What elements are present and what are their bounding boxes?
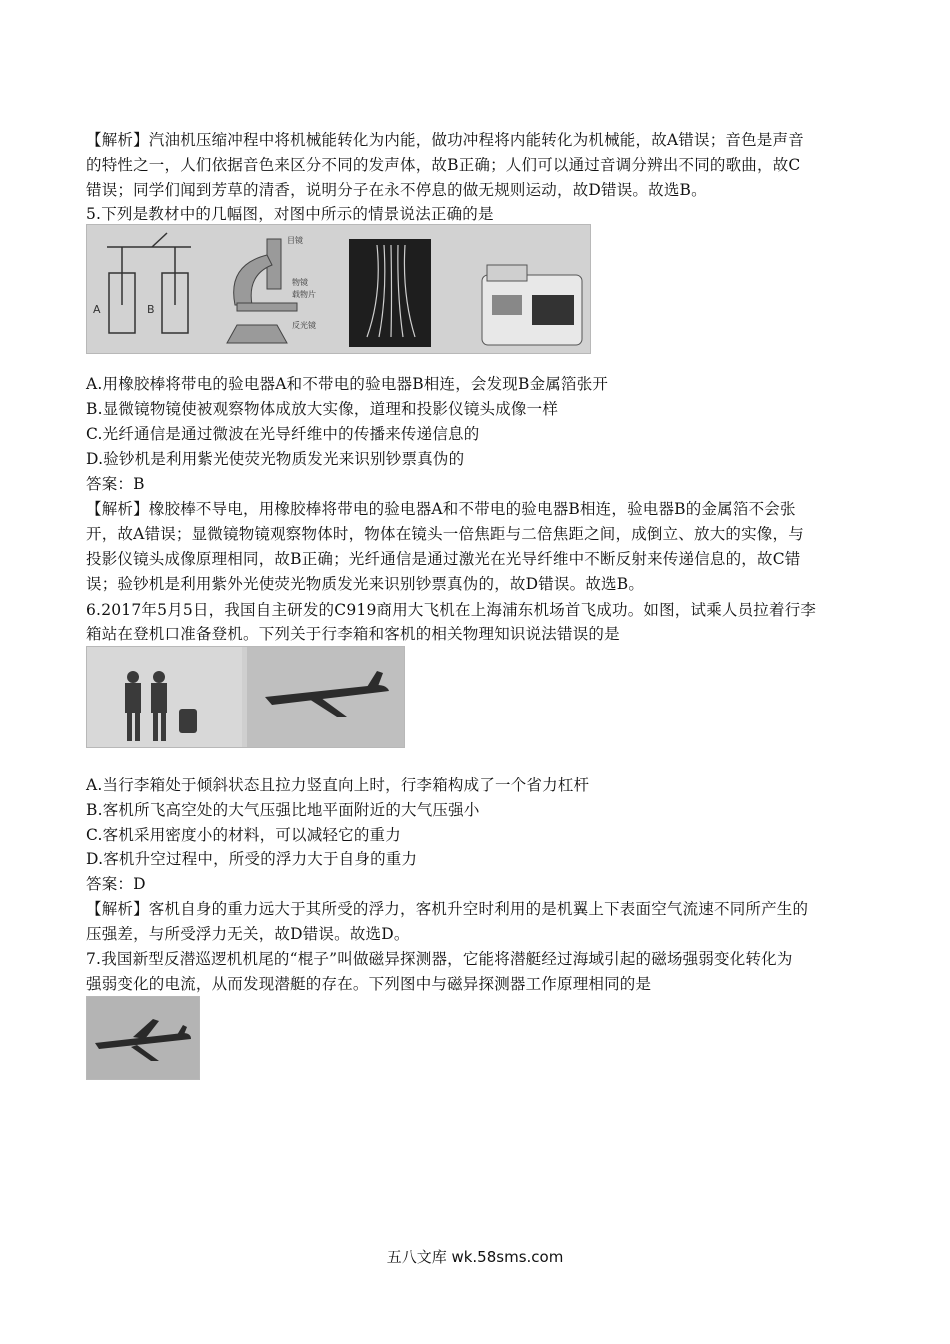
- footer-watermark: 五八文库 wk.58sms.com: [386, 1248, 564, 1266]
- answer: 答案：D: [86, 875, 146, 893]
- option-a: A.用橡胶棒将带电的验电器A和不带电的验电器B相连，会发现B金属箔张开: [86, 375, 609, 393]
- text-line: 压强差，与所受浮力无关，故D错误。故选D。: [86, 925, 410, 943]
- option-d: D.客机升空过程中，所受的浮力大于自身的重力: [86, 850, 418, 868]
- text-line: 的特性之一，人们依据音色来区分不同的发声体，故B正确；人们可以通过音调分辨出不同的歌曲，故C: [86, 156, 801, 174]
- text-line: 投影仪镜头成像原理相同，故B正确；光纤通信是通过激光在光导纤维中不断反射来传递信息的，故C错: [86, 550, 801, 568]
- electroscope-a-label: A: [93, 303, 101, 316]
- option-c: C.光纤通信是通过微波在光导纤维中的传播来传递信息的: [86, 425, 480, 443]
- text-line: 开，故A错误；显微镜物镜观察物体时，物体在镜头一倍焦距与二倍焦距之间，成倒立、放大的实像，与: [86, 525, 804, 543]
- option-b: B.显微镜物镜使被观察物体成放大实像，道理和投影仪镜头成像一样: [86, 400, 559, 418]
- question-6-figure: [86, 646, 405, 748]
- optical-fiber-photo: [349, 239, 431, 347]
- question-5: 5.下列是教材中的几幅图，对图中所示的情景说法正确的是: [86, 205, 494, 223]
- question-6: 6.2017年5月5日，我国自主研发的C919商用大飞机在上海浦东机场首飞成功。如图，试乘人员拉着行李: [86, 601, 817, 619]
- textbook-figures-illustration: [87, 225, 590, 353]
- text-line: 错误；同学们闻到芳草的清香，说明分子在永不停息的做无规则运动，故D错误。故选B。: [86, 181, 707, 199]
- currency-detector-drawing: [482, 265, 582, 345]
- option-c: C.客机采用密度小的材料，可以减轻它的重力: [86, 826, 401, 844]
- microscope-label: 载物片: [292, 290, 316, 299]
- microscope-label: 物镜: [292, 278, 308, 287]
- text-line: 箱站在登机口准备登机。下列关于行李箱和客机的相关物理知识说法错误的是: [86, 625, 620, 643]
- text-line: 【解析】橡胶棒不导电，用橡胶棒将带电的验电器A和不带电的验电器B相连，验电器B的金属箔不会张: [86, 500, 796, 518]
- question-7-figure: [86, 996, 200, 1080]
- patrol-aircraft-photo: [87, 997, 199, 1079]
- option-a: A.当行李箱处于倾斜状态且拉力竖直向上时，行李箱构成了一个省力杠杆: [86, 776, 590, 794]
- text-line: 【解析】汽油机压缩冲程中将机械能转化为内能，做功冲程将内能转化为机械能，故A错误；音色是声音: [86, 131, 804, 149]
- text-line: 【解析】客机自身的重力远大于其所受的浮力，客机升空时利用的是机翼上下表面空气流速不同所产生的: [86, 900, 809, 918]
- option-b: B.客机所飞高空处的大气压强比地平面附近的大气压强小: [86, 801, 480, 819]
- microscope-label: 反光镜: [292, 321, 316, 330]
- answer: 答案：B: [86, 475, 145, 493]
- microscope-label: 目镜: [287, 236, 303, 245]
- text-line: 强弱变化的电流，从而发现潜艇的存在。下列图中与磁异探测器工作原理相同的是: [86, 975, 652, 993]
- electroscope-b-label: B: [147, 303, 155, 316]
- question-7: 7.我国新型反潜巡逻机机尾的“棍子”叫做磁异探测器，它能将潜艇经过海域引起的磁场强弱变化转化为: [86, 950, 793, 968]
- question-5-figure: [86, 224, 591, 354]
- option-d: D.验钞机是利用紫光使荧光物质发光来识别钞票真伪的: [86, 450, 465, 468]
- text-line: 误；验钞机是利用紫外光使荧光物质发光来识别钞票真伪的，故D错误。故选B。: [86, 575, 645, 593]
- passengers-and-airplane-photo: [87, 647, 404, 747]
